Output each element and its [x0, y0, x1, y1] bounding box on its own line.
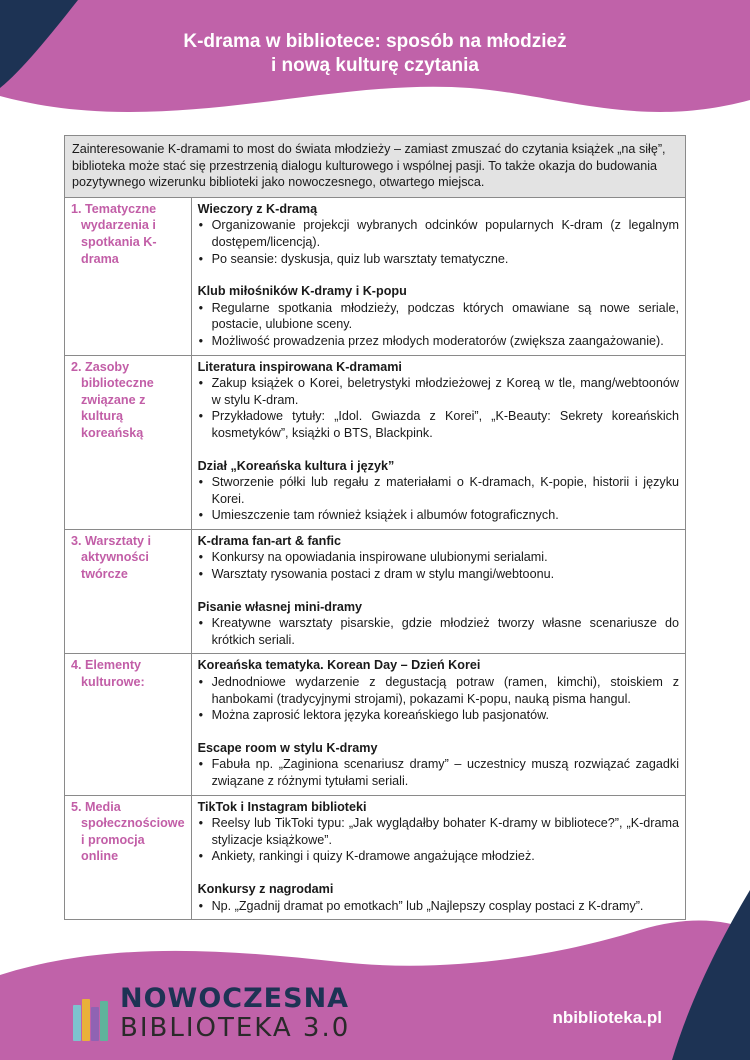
content-section — [198, 881, 679, 914]
category-label — [71, 657, 185, 690]
bullet-item: • Możliwość prowadzenia przez młodych moderatorów (zwiększa zaangażowanie). — [198, 333, 679, 350]
content-section — [198, 458, 679, 524]
intro-text: Zainteresowanie K-dramami to most do świata młodzieży – zamiast zmuszać do czytania książek „na siłę”, biblioteka może stać się przestrzenią dialogu kulturowego i wspólnej pasji. To także okazja do budowania pozytywnego wizerunku biblioteki jako nowoczesnego, otwartego miejsca. — [65, 136, 686, 198]
category-cell — [65, 197, 192, 355]
bullet-item: • Warsztaty rysowania postaci z dram w stylu mangi/webtoonu. — [198, 566, 679, 583]
bullet-item: • Przykładowe tytuły: „Idol. Gwiazda z Korei”, „K-Beauty: Sekrety koreańskich kosmetyków”, książki o BTS, Blackpink. — [198, 408, 679, 441]
category-number: 5. — [71, 799, 82, 814]
page-title — [0, 30, 750, 78]
content-table — [64, 135, 686, 920]
table-row — [65, 529, 686, 654]
section-title: Literatura inspirowana K-dramami — [197, 359, 402, 374]
category-number: 1. — [71, 201, 82, 216]
content-section — [198, 283, 679, 349]
content-section — [198, 740, 679, 790]
section-title: Wieczory z K-dramą — [197, 201, 318, 216]
bullet-list — [198, 549, 679, 582]
section-title: K-drama fan-art & fanfic — [197, 533, 342, 548]
bullet-list — [198, 615, 679, 648]
section-title: Pisanie własnej mini-dramy — [197, 599, 363, 614]
bullet-item: • Organizowanie projekcji wybranych odcinków popularnych K-dram (z legalnym dostępem/licencją). — [198, 217, 679, 250]
intro-row — [65, 136, 686, 198]
section-title: Konkursy z nagrodami — [197, 881, 334, 896]
category-label — [71, 799, 185, 865]
title-line-2: i nową kulturę czytania — [271, 55, 479, 76]
site-url-link[interactable]: nbiblioteka.pl — [552, 1008, 662, 1027]
bullet-list — [198, 474, 679, 524]
bullet-item: • Np. „Zgadnij dramat po emotkach” lub „Najlepszy cosplay postaci z K-dramy”. — [198, 898, 679, 915]
bullet-item: • Stworzenie półki lub regału z materiałami o K-dramach, K-popie, historii i języku Korei. — [198, 474, 679, 507]
category-text: Warsztaty i aktywności twórcze — [81, 533, 152, 582]
content-section — [198, 599, 679, 649]
category-label — [71, 359, 185, 442]
section-title: Klub miłośników K-dramy i K-popu — [197, 284, 407, 299]
bullet-list — [198, 815, 679, 865]
content-section — [198, 799, 679, 865]
bullet-list — [198, 674, 679, 724]
bullet-item: • Kreatywne warsztaty pisarskie, gdzie młodzież tworzy własne scenariusze do krótkich seriali. — [198, 615, 679, 648]
logo-line-1: NOWOCZESNA — [120, 983, 350, 1014]
bullet-item: • Konkursy na opowiadania inspirowane ulubionymi serialami. — [198, 549, 679, 566]
content-cell — [191, 355, 685, 529]
bullet-item: • Po seansie: dyskusja, quiz lub warsztaty tematyczne. — [198, 251, 679, 268]
section-title: Koreańska tematyka. Korean Day – Dzień Korei — [197, 658, 481, 673]
content-section — [198, 657, 679, 723]
bullet-item: • Jednodniowe wydarzenie z degustacją potraw (ramen, kimchi), stoiskiem z hanbokami (tradycyjnymi strojami), pokazami K-popu, nauką pisma hangul. — [198, 674, 679, 707]
section-title: Dział „Koreańska kultura i język” — [197, 458, 395, 473]
content-cell — [191, 197, 685, 355]
content-cell — [191, 654, 685, 795]
category-label — [71, 533, 185, 583]
bullet-list — [198, 898, 679, 915]
category-text: Zasoby biblioteczne związane z kulturą koreańską — [81, 359, 154, 440]
category-number: 3. — [71, 533, 82, 548]
title-line-1: K-drama w bibliotece: sposób na młodzież — [183, 31, 567, 52]
bullet-list — [198, 300, 679, 350]
category-text: Elementy kulturowe: — [81, 658, 145, 690]
category-cell — [65, 654, 192, 795]
category-label — [71, 201, 185, 267]
category-number: 4. — [71, 658, 82, 673]
bullet-list — [198, 756, 679, 789]
bullet-item: • Reelsy lub TikToki typu: „Jak wyglądałby bohater K-dramy w bibliotece?”, „K-drama stylizacje książkowe”. — [198, 815, 679, 848]
bullet-list — [198, 375, 679, 441]
bullet-item: • Regularne spotkania młodzieży, podczas których omawiane są nowe seriale, postacie, ulubione sceny. — [198, 300, 679, 333]
logo-line-2: BIBLIOTEKA 3.0 — [120, 1013, 351, 1043]
books-logo-icon — [64, 997, 114, 1041]
content-section — [198, 359, 679, 442]
category-number: 2. — [71, 359, 82, 374]
table-row — [65, 795, 686, 920]
table-row — [65, 654, 686, 795]
category-text: Media społecznościowe i promocja online — [81, 799, 185, 864]
bullet-item: • Umieszczenie tam również książek i albumów fotograficznych. — [198, 507, 679, 524]
library-logo — [64, 983, 364, 1043]
bullet-list — [198, 217, 679, 267]
content-section — [198, 201, 679, 267]
table-row — [65, 355, 686, 529]
category-cell — [65, 795, 192, 920]
bullet-item: • Zakup książek o Korei, beletrystyki młodzieżowej z Koreą w tle, mang/webtoonów w stylu K-dram. — [198, 375, 679, 408]
category-text: Tematyczne wydarzenia i spotkania K-drama — [81, 201, 157, 266]
table-row — [65, 197, 686, 355]
category-cell — [65, 529, 192, 654]
section-title: TikTok i Instagram biblioteki — [197, 799, 367, 814]
bullet-item: • Można zaprosić lektora języka koreańskiego lub pasjonatów. — [198, 707, 679, 724]
section-title: Escape room w stylu K-dramy — [197, 740, 378, 755]
content-section — [198, 533, 679, 583]
bullet-item: • Fabuła np. „Zaginiona scenariusz dramy” – uczestnicy muszą rozwiązać zagadki związane z różnymi tytułami seriali. — [198, 756, 679, 789]
content-cell — [191, 795, 685, 920]
category-cell — [65, 355, 192, 529]
bullet-item: • Ankiety, rankingi i quizy K-dramowe angażujące młodzież. — [198, 848, 679, 865]
content-cell — [191, 529, 685, 654]
